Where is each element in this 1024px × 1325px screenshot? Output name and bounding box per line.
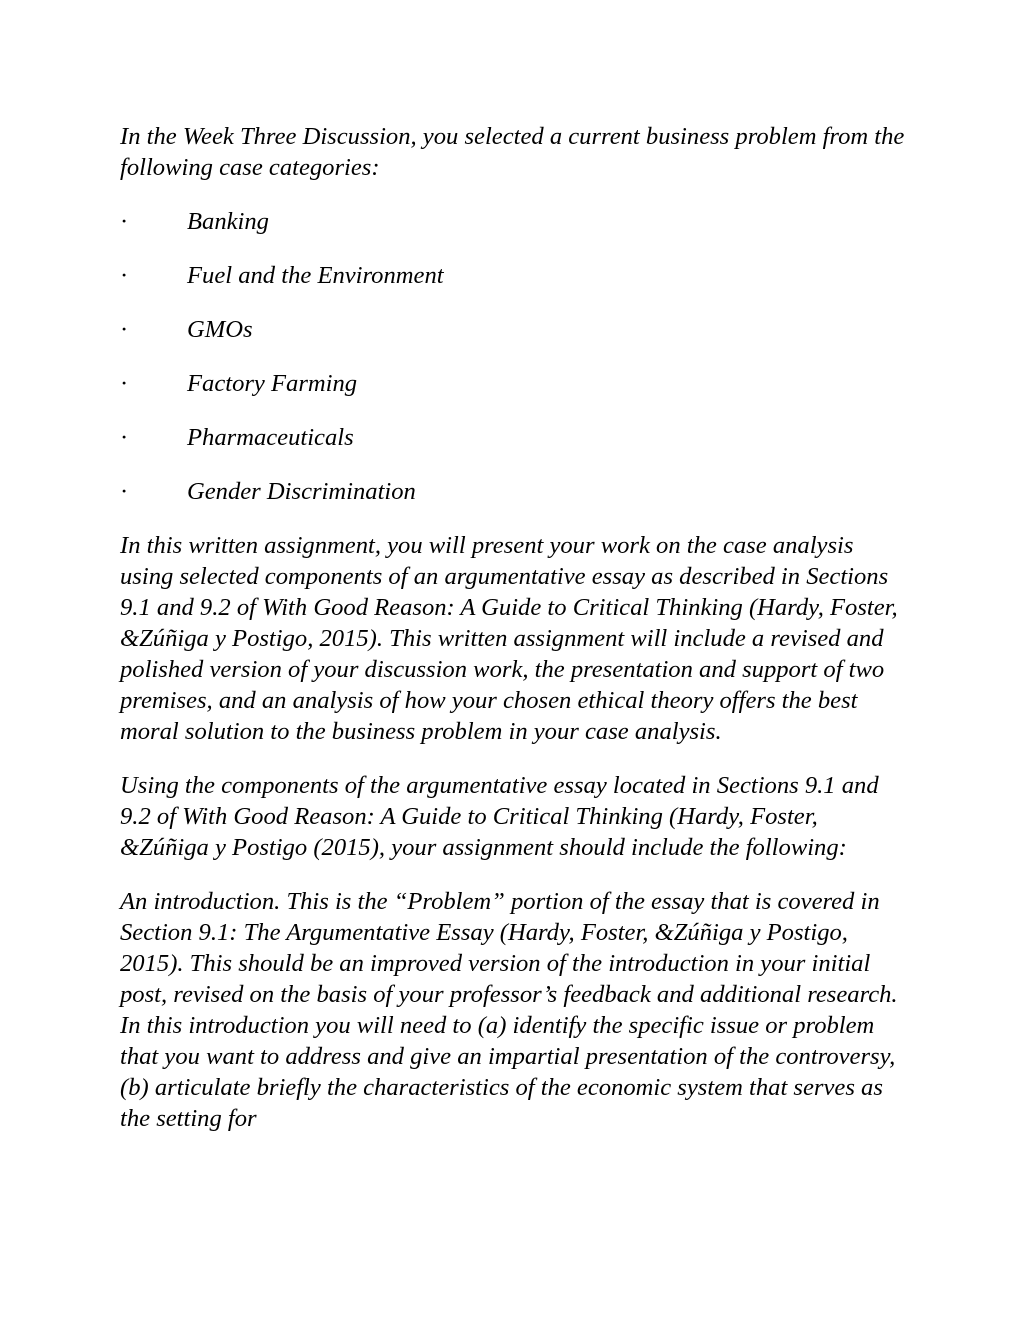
list-item <box>120 368 910 399</box>
list-item <box>120 206 910 237</box>
bullet-marker: · <box>120 208 129 235</box>
intro-paragraph: In the Week Three Discussion, you selected a current business problem from the following case categories: <box>120 123 905 181</box>
category-gmos: GMOs <box>187 316 253 343</box>
category-gender-discrimination: Gender Discrimination <box>187 478 416 505</box>
bullet-marker: · <box>120 424 129 451</box>
category-banking: Banking <box>187 208 269 235</box>
list-item <box>120 422 910 453</box>
bullet-marker: · <box>120 262 129 289</box>
assignment-paragraph: In this written assignment, you will present your work on the case analysis using selected components of an argumentative essay as described in Sections 9.1 and 9.2 of With Good Reason: A Guide to Critical Thinking (Hardy, Foster, &Zúñiga y Postigo, 2015). This written assignment will include a revised and polished version of your discussion work, the presentation and support of two premises, and an analysis of how your chosen ethical theory offers the best moral solution to the business problem in your case analysis. <box>120 532 898 745</box>
category-fuel-environment: Fuel and the Environment <box>187 262 444 289</box>
bullet-marker: · <box>120 478 129 505</box>
bullet-marker: · <box>120 316 129 343</box>
category-pharmaceuticals: Pharmaceuticals <box>187 424 354 451</box>
case-categories-list <box>120 206 910 507</box>
category-factory-farming: Factory Farming <box>187 370 358 397</box>
bullet-marker: · <box>120 370 129 397</box>
components-paragraph: Using the components of the argumentative essay located in Sections 9.1 and 9.2 of With Good Reason: A Guide to Critical Thinking (Hardy, Foster, &Zúñiga y Postigo (2015), your assignment should include the following: <box>120 772 879 861</box>
list-item <box>120 314 910 345</box>
document-body <box>120 121 910 1157</box>
introduction-paragraph: An introduction. This is the “Problem” portion of the essay that is covered in Section 9.1: The Argumentative Essay (Hardy, Foster, &Zúñiga y Postigo, 2015). This should be an improved version of the introduction in your initial post, revised on the basis of your professor’s feedback and additional research. In this introduction you will need to (a) identify the specific issue or problem that you want to address and give an impartial presentation of the controversy, (b) articulate briefly the characteristics of the economic system that serves as the setting for <box>120 888 898 1132</box>
list-item <box>120 260 910 291</box>
list-item <box>120 476 910 507</box>
